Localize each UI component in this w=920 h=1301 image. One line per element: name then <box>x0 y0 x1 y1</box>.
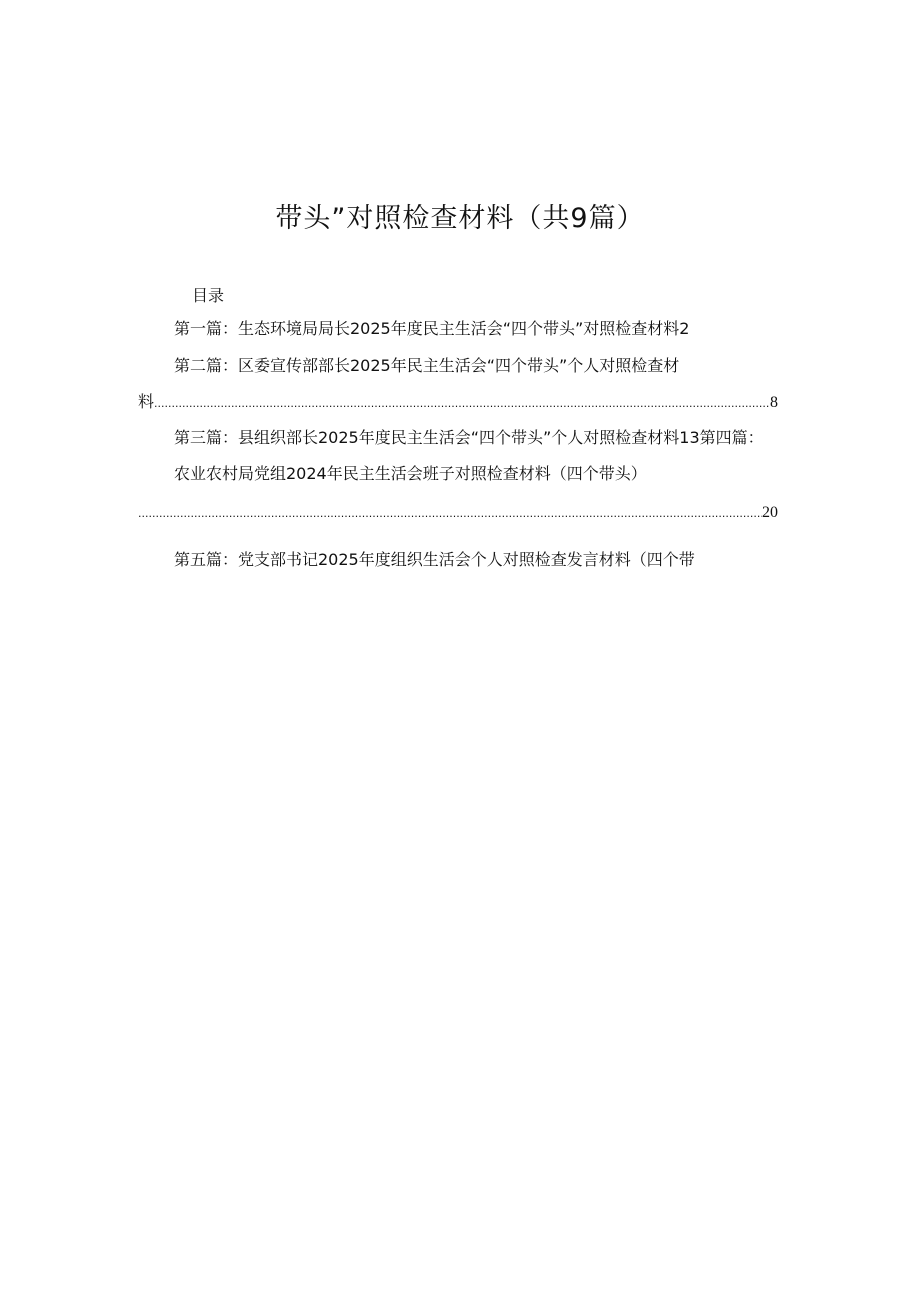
toc-entry-5-line-1: 第五篇：党支部书记2025年度组织生活会个人对照检查发言材料（四个带 <box>174 550 695 569</box>
toc-entry-4-leader <box>138 503 778 524</box>
toc-entry-2-page: 8 <box>770 394 778 411</box>
toc-entry-2-line-2: 料 <box>138 392 155 411</box>
dot-leader <box>138 504 762 524</box>
toc-entry-2-line-1: 第二篇：区委宣传部部长2025年民主生活会“四个带头”个人对照检查材 <box>174 356 680 375</box>
toc-heading: 目录 <box>192 286 225 305</box>
toc-entry-1: 第一篇：生态环境局局长2025年度民主生活会“四个带头”对照检查材料2 <box>174 319 690 338</box>
toc-entry-4-page: 20 <box>762 504 778 521</box>
document-title: 带头”对照检查材料（共9篇） <box>275 203 645 234</box>
toc-entry-4-line-2: 农业农村局党组2024年民主生活会班子对照检查材料（四个带头） <box>174 464 647 483</box>
toc-entry-2-leader <box>138 392 778 414</box>
toc-entry-3: 第三篇：县组织部长2025年度民主生活会“四个带头”个人对照检查材料13第四篇： <box>174 428 764 447</box>
dot-leader <box>154 394 770 414</box>
